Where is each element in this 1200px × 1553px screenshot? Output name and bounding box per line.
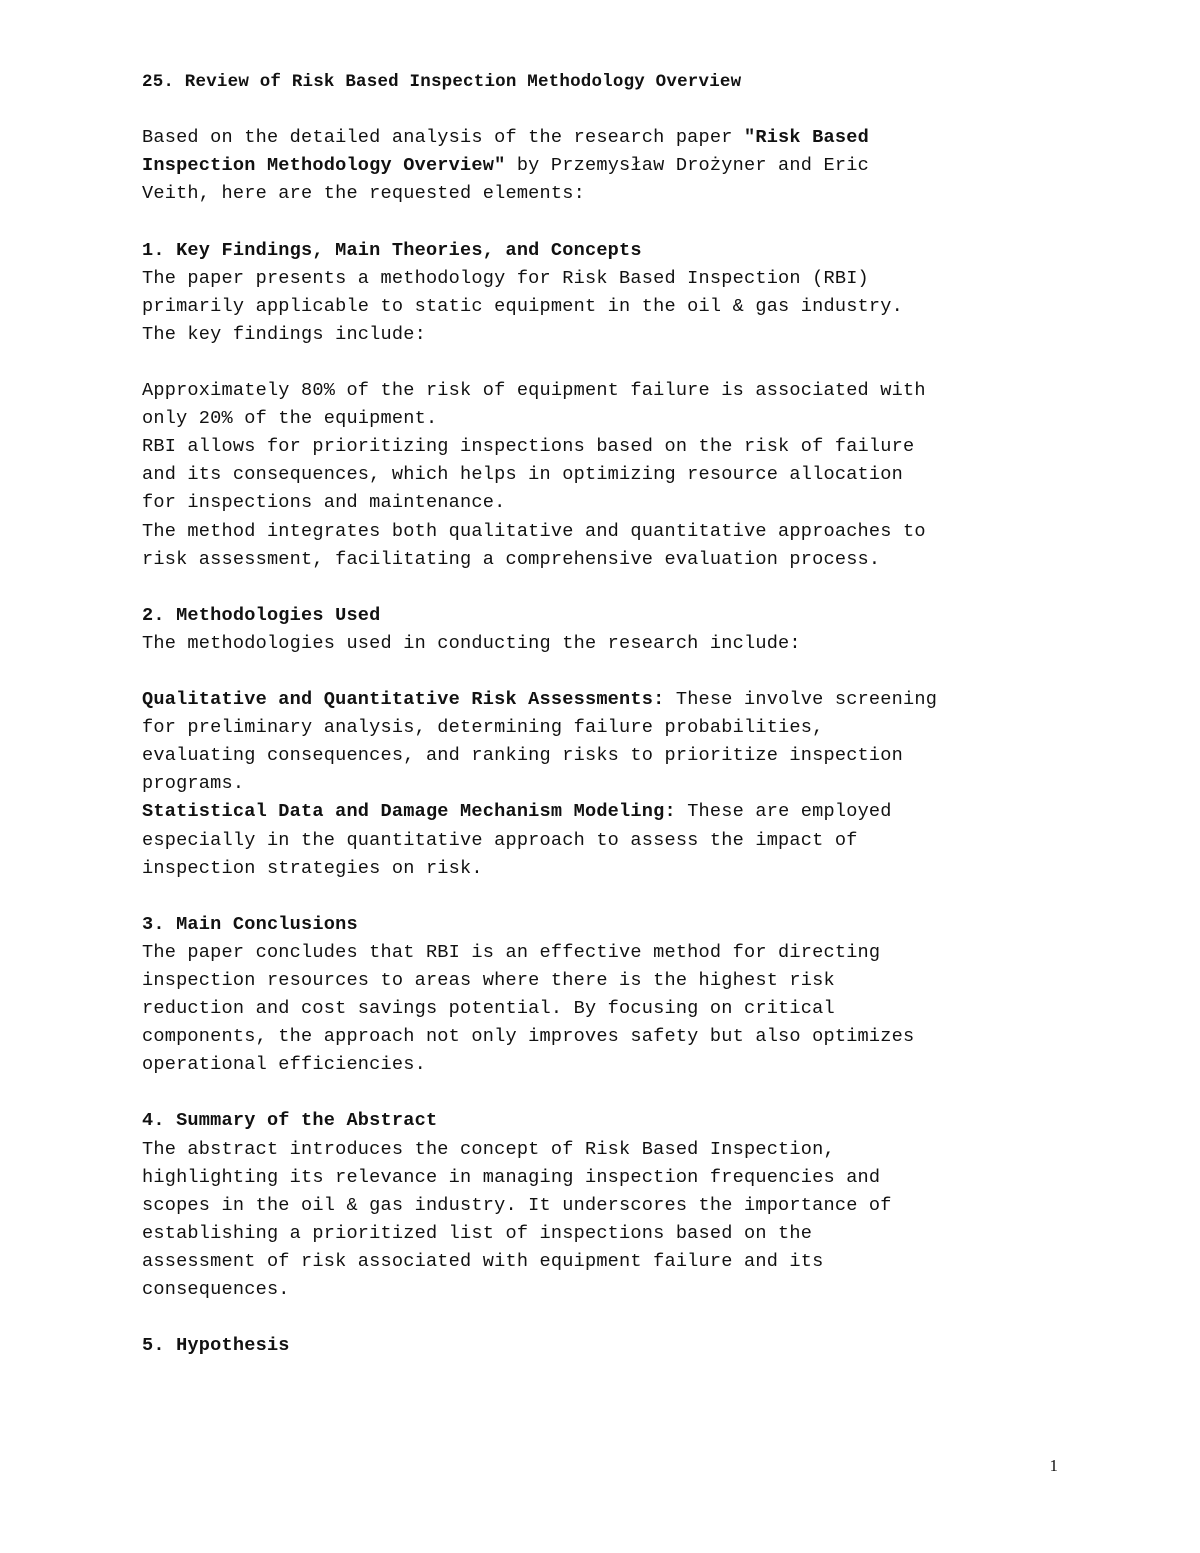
spacer — [142, 1304, 1072, 1332]
methodology-1-text: These involve screening — [664, 689, 938, 711]
methodology-1-label: Qualitative and Quantitative Risk Assessments: — [142, 689, 665, 711]
section-4-text: establishing a prioritized list of inspections based on the — [142, 1222, 813, 1244]
section-4-text: assessment of risk associated with equipment failure and its — [142, 1250, 824, 1272]
spacer — [142, 1079, 1072, 1107]
finding-text: and its consequences, which helps in optimizing resource allocation — [142, 464, 903, 486]
methodology-2-text: especially in the quantitative approach to assess the impact of — [142, 829, 858, 851]
spacer — [142, 658, 1072, 686]
spacer — [142, 208, 1072, 236]
intro-text: Based on the detailed analysis of the research paper — [142, 127, 744, 149]
section-1-heading: 1. Key Findings, Main Theories, and Concepts — [142, 239, 642, 261]
section-4-text: consequences. — [142, 1279, 290, 1301]
section-3-text: components, the approach not only improves safety but also optimizes — [142, 1026, 915, 1048]
spacer — [142, 574, 1072, 602]
section-1-text: primarily applicable to static equipment in the oil & gas industry. — [142, 295, 903, 317]
finding-text: only 20% of the equipment. — [142, 408, 438, 430]
intro-line-2 — [142, 152, 1072, 180]
methodology-2-text: inspection strategies on risk. — [142, 857, 483, 879]
spacer — [142, 883, 1072, 911]
document-body — [142, 68, 1072, 1360]
intro-line-1 — [142, 124, 1072, 152]
finding-text: for inspections and maintenance. — [142, 492, 506, 514]
section-3-text: reduction and cost savings potential. By focusing on critical — [142, 998, 835, 1020]
section-3-heading: 3. Main Conclusions — [142, 913, 358, 935]
spacer — [142, 349, 1072, 377]
section-4-heading: 4. Summary of the Abstract — [142, 1110, 438, 1132]
intro-authors: by Przemysław Drożyner and Eric — [505, 155, 869, 177]
methodology-item-1 — [142, 686, 1072, 714]
spacer — [142, 96, 1072, 124]
methodology-1-text: programs. — [142, 773, 245, 795]
methodology-item-2 — [142, 798, 1072, 826]
methodology-1-text: for preliminary analysis, determining failure probabilities, — [142, 717, 824, 739]
section-4-text: highlighting its relevance in managing inspection frequencies and — [142, 1166, 881, 1188]
methodology-2-label: Statistical Data and Damage Mechanism Modeling: — [142, 801, 676, 823]
section-1-text: The key findings include: — [142, 323, 426, 345]
paper-title-part-1: "Risk Based — [743, 127, 869, 149]
section-4-text: scopes in the oil & gas industry. It underscores the importance of — [142, 1194, 892, 1216]
section-2-text: The methodologies used in conducting the research include: — [142, 632, 801, 654]
methodology-2-text: These are employed — [675, 801, 892, 823]
section-2-heading: 2. Methodologies Used — [142, 604, 381, 626]
intro-line-3: Veith, here are the requested elements: — [142, 183, 585, 205]
page-number: 1 — [1049, 1456, 1058, 1475]
finding-text: Approximately 80% of the risk of equipment failure is associated with — [142, 380, 926, 402]
document-title: 25. Review of Risk Based Inspection Methodology Overview — [142, 72, 742, 92]
finding-text: RBI allows for prioritizing inspections based on the risk of failure — [142, 436, 915, 458]
finding-text: The method integrates both qualitative and quantitative approaches to — [142, 520, 926, 542]
methodology-1-text: evaluating consequences, and ranking risks to prioritize inspection — [142, 745, 903, 767]
section-5-heading: 5. Hypothesis — [142, 1335, 290, 1357]
section-1-text: The paper presents a methodology for Risk Based Inspection (RBI) — [142, 267, 869, 289]
section-4-text: The abstract introduces the concept of Risk Based Inspection, — [142, 1138, 835, 1160]
finding-text: risk assessment, facilitating a comprehensive evaluation process. — [142, 548, 881, 570]
paper-title-part-2: Inspection Methodology Overview" — [142, 155, 506, 177]
section-3-text: operational efficiencies. — [142, 1054, 426, 1076]
section-3-text: inspection resources to areas where there is the highest risk — [142, 970, 835, 991]
section-3-text: The paper concludes that RBI is an effective method for directing — [142, 941, 881, 963]
